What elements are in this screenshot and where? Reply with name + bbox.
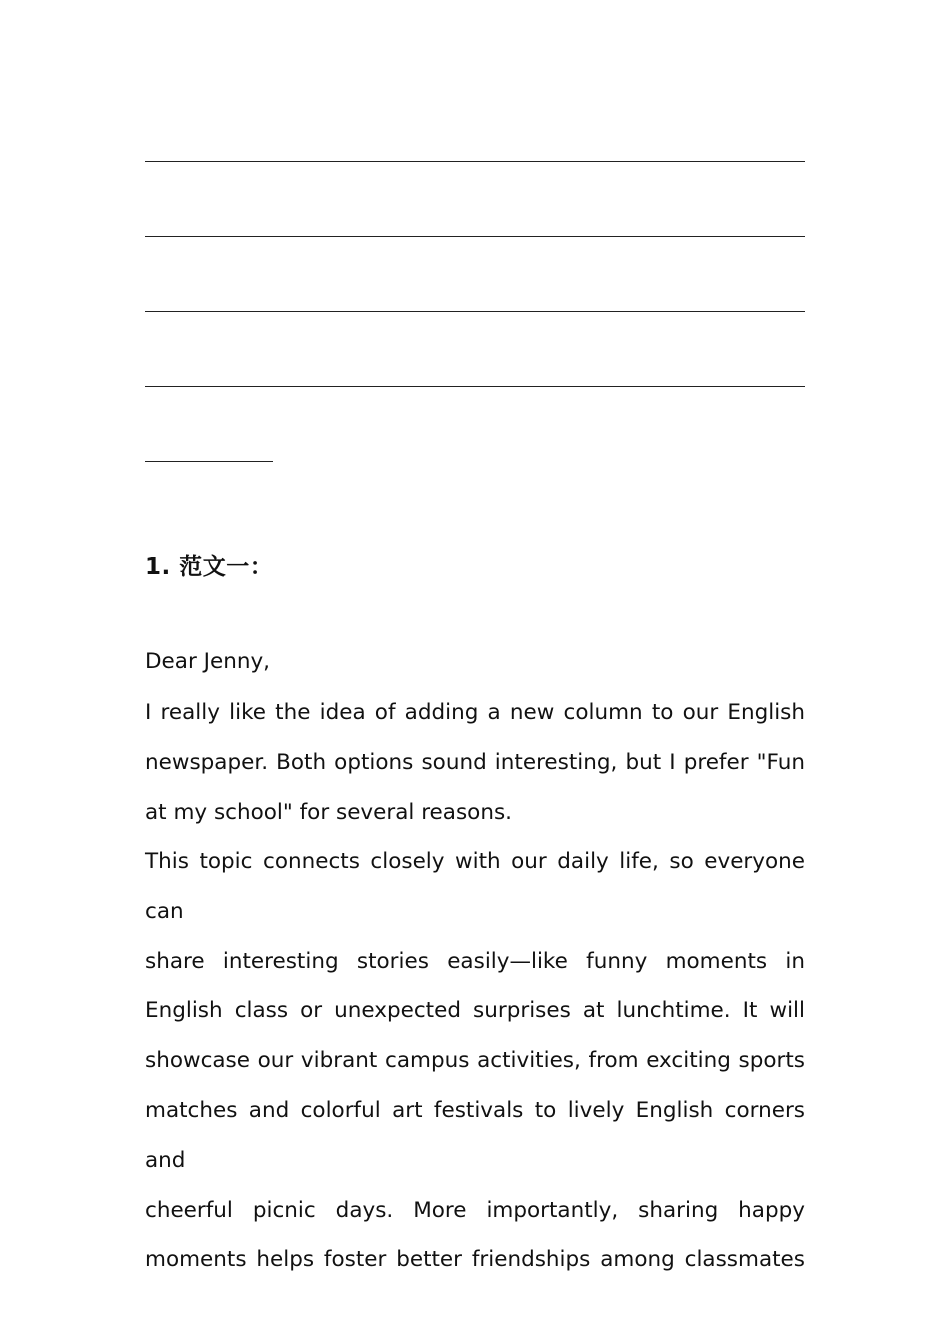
paragraph-2-line-7: moments helps foster better friendships among classmates: [145, 1247, 805, 1273]
section-heading: 1. 范文一：: [145, 554, 274, 580]
letter-paragraph-1: [145, 688, 805, 837]
paragraph-2-line-3: English class or unexpected surprises at lunchtime. It will: [145, 998, 805, 1024]
paragraph-2-line-1: This topic connects closely with our daily life, so everyone can: [145, 849, 805, 924]
paragraph-2-line-2: share interesting stories easily—like funny moments in: [145, 948, 805, 974]
answer-line-3: [145, 311, 805, 312]
paragraph-2-line-6: cheerful picnic days. More importantly, sharing happy: [145, 1197, 805, 1223]
paragraph-2-line-5: matches and colorful art festivals to lively English corners and: [145, 1097, 805, 1173]
paragraph-1-line-3: at my school" for several reasons.: [145, 799, 512, 825]
answer-line-4: [145, 386, 805, 387]
letter-paragraph-2: [145, 837, 805, 1285]
letter-greeting: Dear Jenny,: [145, 649, 271, 674]
paragraph-2-line-4: showcase our vibrant campus activities, from exciting sports: [145, 1048, 805, 1074]
answer-line-1: [145, 161, 805, 162]
paragraph-1-line-1: I really like the idea of adding a new column to our English: [145, 700, 805, 725]
paragraph-1-line-2: newspaper. Both options sound interesting, but I prefer "Fun: [145, 749, 805, 775]
answer-line-5: [145, 461, 273, 462]
answer-line-2: [145, 236, 805, 237]
